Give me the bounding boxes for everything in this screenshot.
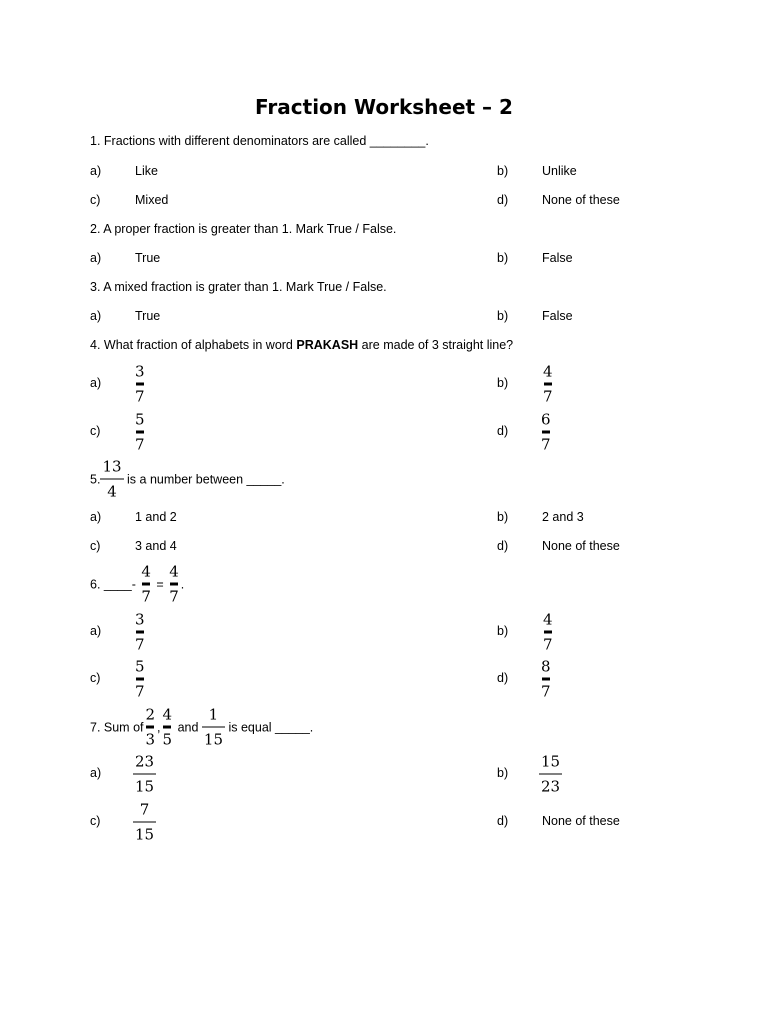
- fraction-denominator: 23: [541, 777, 561, 796]
- fraction-numerator: 4: [543, 610, 553, 629]
- option-fraction: [133, 363, 147, 406]
- fraction-denominator: 7: [543, 635, 553, 654]
- question-2-text: 2. A proper fraction is greater than 1. Mark True / False.: [90, 222, 397, 236]
- option-label: a): [90, 624, 102, 638]
- option-label: b): [497, 309, 509, 323]
- option-label: b): [497, 766, 509, 780]
- fraction-numerator: 6: [541, 410, 551, 429]
- fraction-numerator: 4: [141, 562, 151, 581]
- question-7-fraction-2: [161, 706, 175, 749]
- fraction-denominator: 7: [141, 587, 151, 606]
- fraction-numerator: 3: [135, 362, 145, 381]
- question-6-fraction-2: [167, 563, 181, 606]
- option-fraction: [133, 658, 147, 701]
- fraction-denominator: 3: [145, 730, 156, 749]
- fraction-denominator: 7: [135, 635, 145, 654]
- question-7-and: and: [177, 720, 199, 734]
- option-label: b): [497, 164, 509, 178]
- option-label: a): [90, 510, 102, 524]
- fraction-denominator: 4: [107, 482, 117, 501]
- question-3-text: 3. A mixed fraction is grater than 1. Mark True / False.: [90, 280, 387, 294]
- fraction-numerator: 8: [541, 657, 551, 676]
- question-5-text: [90, 458, 285, 501]
- option-label: c): [90, 424, 101, 438]
- option-value: False: [542, 251, 573, 265]
- question-7-prefix: 7. Sum of: [90, 720, 144, 734]
- fraction-numerator: 1: [208, 705, 219, 724]
- fraction-numerator: 5: [135, 657, 145, 676]
- fraction-numerator: 15: [541, 752, 561, 771]
- question-7-suffix: is equal _____.: [228, 720, 314, 734]
- option-fraction: [541, 611, 555, 654]
- question-6-text: [90, 563, 184, 606]
- question-4-text-after: are made of 3 straight line?: [358, 338, 514, 352]
- option-label: d): [497, 193, 509, 207]
- fraction-denominator: 7: [541, 682, 551, 701]
- fraction-denominator: 7: [543, 387, 553, 406]
- option-label: c): [90, 539, 101, 553]
- fraction-numerator: 4: [162, 705, 173, 724]
- option-label: a): [90, 766, 102, 780]
- question-1-text: 1. Fractions with different denominators are called ________.: [90, 134, 429, 148]
- fraction-denominator: 5: [162, 730, 173, 749]
- option-fraction: [541, 363, 555, 406]
- option-value: Like: [135, 164, 158, 178]
- fraction-denominator: 15: [203, 730, 223, 749]
- question-6-equals: =: [156, 577, 164, 591]
- option-value: True: [135, 309, 161, 323]
- fraction-numerator: 7: [139, 800, 150, 819]
- question-7-fraction-3: [202, 706, 225, 749]
- option-value: None of these: [542, 814, 620, 828]
- option-label: a): [90, 164, 102, 178]
- option-label: b): [497, 624, 509, 638]
- question-4-text-before: 4. What fraction of alphabets in word: [90, 338, 297, 352]
- option-value: 2 and 3: [542, 510, 584, 524]
- option-value: Mixed: [135, 193, 169, 207]
- option-fraction: [539, 753, 562, 796]
- option-value: None of these: [542, 539, 620, 553]
- fraction-denominator: 7: [135, 387, 145, 406]
- fraction-numerator: 3: [135, 610, 145, 629]
- option-fraction: [133, 801, 156, 844]
- fraction-numerator: 23: [135, 752, 155, 771]
- option-value: Unlike: [542, 164, 577, 178]
- question-7-text: [90, 706, 313, 749]
- fraction-denominator: 15: [135, 777, 155, 796]
- option-label: a): [90, 376, 102, 390]
- option-value: 3 and 4: [135, 539, 177, 553]
- option-fraction: [133, 411, 147, 454]
- option-label: b): [497, 251, 509, 265]
- question-7-comma: ,: [157, 720, 161, 734]
- question-4-bold-word: PRAKASH: [296, 338, 359, 352]
- option-value: True: [135, 251, 161, 265]
- question-4-text: [90, 338, 513, 352]
- option-value: None of these: [542, 193, 620, 207]
- option-label: d): [497, 671, 509, 685]
- fraction-numerator: 13: [102, 457, 122, 476]
- option-label: a): [90, 251, 102, 265]
- question-5-prefix: 5.: [90, 472, 101, 486]
- option-label: d): [497, 539, 509, 553]
- option-label: d): [497, 814, 509, 828]
- question-5-suffix: is a number between _____.: [127, 472, 285, 486]
- fraction-denominator: 15: [135, 825, 155, 844]
- fraction-numerator: 5: [135, 410, 145, 429]
- question-6-prefix: 6. ____-: [90, 577, 136, 591]
- option-value: False: [542, 309, 573, 323]
- fraction-denominator: 7: [135, 682, 145, 701]
- fraction-denominator: 7: [135, 435, 145, 454]
- fraction-denominator: 7: [541, 435, 551, 454]
- option-label: c): [90, 814, 101, 828]
- worksheet-title: Fraction Worksheet – 2: [255, 95, 513, 119]
- option-fraction: [133, 611, 147, 654]
- question-5-fraction: [100, 458, 123, 501]
- question-6-suffix: .: [180, 577, 185, 591]
- option-label: b): [497, 376, 509, 390]
- option-label: c): [90, 671, 101, 685]
- fraction-numerator: 4: [543, 362, 553, 381]
- option-fraction: [133, 753, 156, 796]
- option-label: a): [90, 309, 102, 323]
- option-label: c): [90, 193, 101, 207]
- question-7-fraction-1: [144, 705, 161, 749]
- option-fraction: [539, 658, 553, 701]
- fraction-numerator: 4: [169, 562, 179, 581]
- fraction-numerator: 2: [145, 705, 156, 724]
- option-fraction: [539, 411, 553, 454]
- option-label: d): [497, 424, 509, 438]
- option-value: 1 and 2: [135, 510, 177, 524]
- question-6-fraction-1: [139, 563, 153, 606]
- option-label: b): [497, 510, 509, 524]
- fraction-denominator: 7: [169, 587, 179, 606]
